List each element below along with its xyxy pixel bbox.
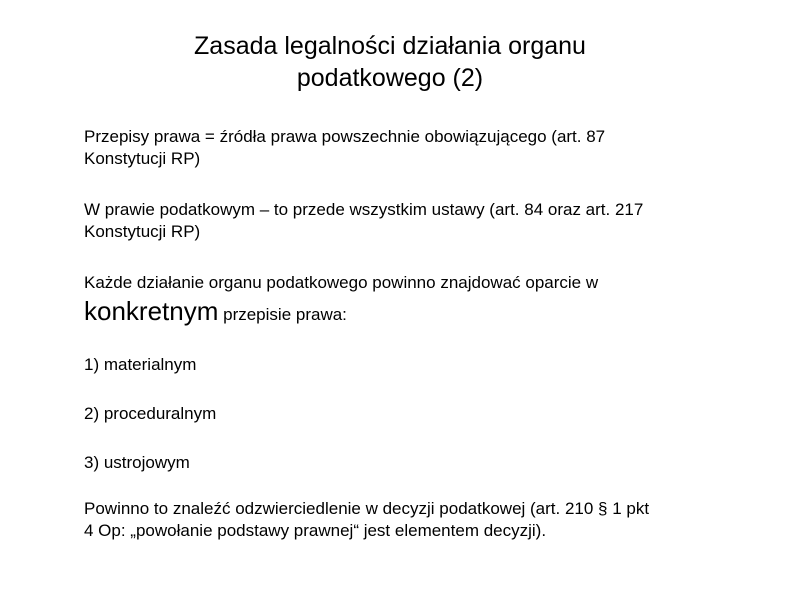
paragraph-line: [84, 296, 774, 326]
paragraph-line: W prawie podatkowym – to przede wszystkim ustawy (art. 84 oraz art. 217: [84, 200, 644, 219]
title-line-1: Zasada legalności działania organu: [194, 32, 586, 60]
paragraph-line: Konstytucji RP): [84, 222, 201, 241]
slide-title: [90, 30, 690, 94]
paragraph-line: Konstytucji RP): [84, 149, 201, 168]
paragraph-rest-text: przepisie prawa:: [218, 305, 347, 324]
emphasis-text: konkretnym: [84, 296, 219, 326]
list-item: 1) materialnym: [84, 355, 197, 374]
paragraph-tax-law: [84, 199, 774, 243]
paragraph-line: 4 Op: „powołanie podstawy prawnej“ jest elementem decyzji).: [84, 521, 547, 540]
paragraph-line: Każde działanie organu podatkowego powinno znajdować oparcie w: [84, 273, 599, 292]
list-item: 2) proceduralnym: [84, 404, 217, 423]
title-line-2: podatkowego (2): [296, 64, 484, 92]
paragraph-tax-decision: [84, 498, 774, 542]
list-item: 3) ustrojowym: [84, 453, 190, 472]
paragraph-specific-provision: [84, 272, 774, 326]
paragraph-legal-sources: [84, 126, 774, 170]
paragraph-line: Powinno to znaleźć odzwierciedlenie w decyzji podatkowej (art. 210 § 1 pkt: [84, 499, 650, 518]
paragraph-line: Przepisy prawa = źródła prawa powszechnie obowiązującego (art. 87: [84, 127, 606, 146]
